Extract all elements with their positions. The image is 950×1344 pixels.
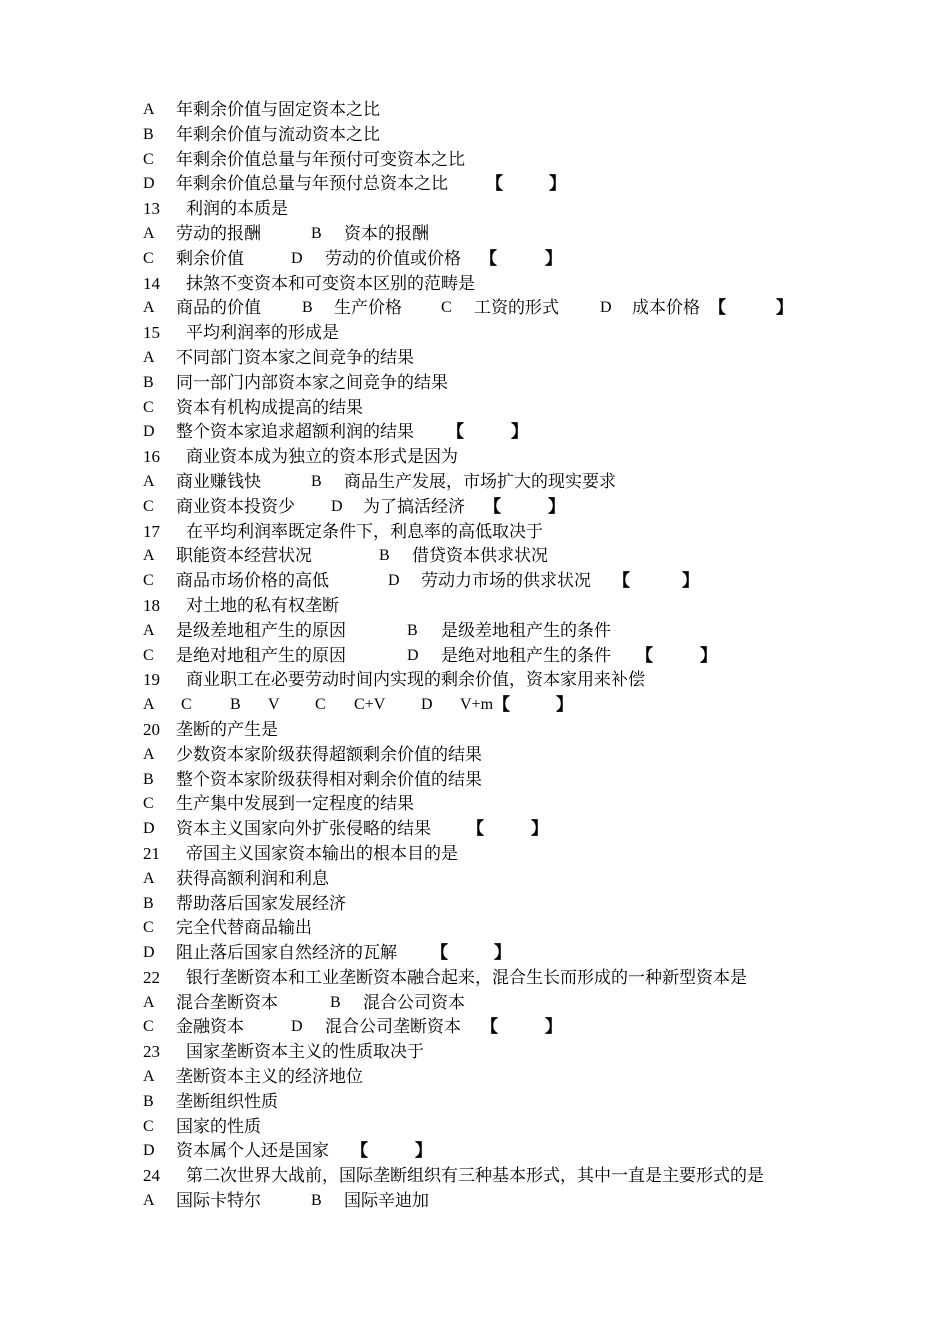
answer-bracket: 【 xyxy=(351,1141,368,1162)
option-letter: C xyxy=(143,1018,154,1036)
question-number: 17 xyxy=(143,521,160,541)
question-number: 16 xyxy=(143,447,160,467)
option-letter: C xyxy=(143,572,154,590)
line-text: 垄断资本主义的经济地位 xyxy=(176,1067,363,1088)
line-text: 工资的形式 xyxy=(474,298,559,319)
text-line xyxy=(0,123,950,148)
text-line xyxy=(0,520,950,545)
option-letter: B xyxy=(407,621,418,639)
option-letter: C xyxy=(315,696,326,714)
line-text: 整个资本家阶级获得相对剩余价值的结果 xyxy=(176,769,482,790)
answer-bracket: 】 xyxy=(549,174,566,195)
line-text: 对土地的私有权垄断 xyxy=(186,595,339,616)
line-text: 商业赚钱快 xyxy=(176,471,261,492)
line-text: 国家的性质 xyxy=(176,1116,261,1137)
option-letter: B xyxy=(143,894,154,912)
option-letter: A xyxy=(143,745,155,763)
line-text: 混合公司资本 xyxy=(363,992,465,1013)
option-letter: A xyxy=(143,869,155,887)
question-number: 22 xyxy=(143,967,160,987)
option-letter: B xyxy=(143,125,154,143)
line-text: 金融资本 xyxy=(176,1017,244,1038)
line-text: 帝国主义国家资本输出的根本目的是 xyxy=(186,843,458,864)
text-line xyxy=(0,495,950,520)
line-text: 混合垄断资本 xyxy=(176,992,278,1013)
option-letter: B xyxy=(311,224,322,242)
answer-bracket: 【 xyxy=(431,943,448,964)
line-text: 第二次世界大战前，国际垄断组织有三种基本形式，其中一直是主要形式的是 xyxy=(186,1166,764,1187)
answer-bracket: 【 xyxy=(481,1017,498,1038)
option-letter: C xyxy=(143,249,154,267)
line-text: 国际辛迪加 xyxy=(344,1191,429,1212)
line-text: 银行垄断资本和工业垄断资本融合起来，混合生长而形成的一种新型资本是 xyxy=(186,967,747,988)
answer-bracket: 】 xyxy=(494,943,511,964)
option-letter: B xyxy=(302,299,313,317)
line-text: 资本属个人还是国家 xyxy=(176,1141,329,1162)
option-letter: B xyxy=(143,1092,154,1110)
line-text: 整个资本家追求超额利润的结果 xyxy=(176,422,414,443)
line-text: 年剩余价值与固定资本之比 xyxy=(176,100,380,120)
answer-bracket: 【 xyxy=(486,174,503,195)
option-letter: A xyxy=(143,1068,155,1086)
option-letter: D xyxy=(388,572,400,590)
line-text: 垄断组织性质 xyxy=(176,1091,278,1112)
option-letter: B xyxy=(311,472,322,490)
line-text: 利润的本质是 xyxy=(186,199,288,220)
text-line xyxy=(0,148,950,173)
text-line xyxy=(0,420,950,445)
line-text: 是绝对地租产生的原因 xyxy=(176,645,346,666)
option-letter: D xyxy=(600,299,612,317)
line-text: 商品的价值 xyxy=(176,298,261,319)
text-line xyxy=(0,222,950,247)
question-number: 21 xyxy=(143,843,160,863)
option-letter: A xyxy=(143,224,155,242)
option-letter: C xyxy=(143,150,154,168)
text-line xyxy=(0,396,950,421)
option-letter: C xyxy=(143,646,154,664)
text-line xyxy=(0,1139,950,1164)
text-line xyxy=(0,966,950,991)
option-letter: C xyxy=(143,919,154,937)
line-text: 完全代替商品输出 xyxy=(176,918,312,939)
option-letter: B xyxy=(143,770,154,788)
line-text: 年剩余价值总量与年预付总资本之比 xyxy=(176,174,448,195)
text-line xyxy=(0,247,950,272)
line-text: 资本的报酬 xyxy=(344,223,429,244)
line-text: 为了搞活经济 xyxy=(363,496,465,517)
option-letter: A xyxy=(143,299,155,317)
line-text: 商品生产发展，市场扩大的现实要求 xyxy=(344,471,616,492)
option-letter: C xyxy=(143,795,154,813)
option-letter: D xyxy=(143,944,155,962)
answer-bracket: 】 xyxy=(511,422,528,443)
option-letter: A xyxy=(143,621,155,639)
option-letter: C xyxy=(143,497,154,515)
answer-bracket: 】 xyxy=(682,571,699,592)
text-line xyxy=(0,693,950,718)
exam-page xyxy=(0,98,950,1214)
option-letter: D xyxy=(407,646,419,664)
option-letter: A xyxy=(143,348,155,366)
line-text: 年剩余价值与流动资本之比 xyxy=(176,124,380,145)
option-letter: B xyxy=(230,696,241,714)
line-text: 劳动的报酬 xyxy=(176,223,261,244)
option-letter: B xyxy=(379,547,390,565)
text-line xyxy=(0,1090,950,1115)
text-line xyxy=(0,172,950,197)
text-line xyxy=(0,1164,950,1189)
line-text: 借贷资本供求状况 xyxy=(412,546,548,567)
question-number: 24 xyxy=(143,1166,160,1186)
text-line xyxy=(0,867,950,892)
answer-bracket: 】 xyxy=(556,695,573,716)
text-line xyxy=(0,1115,950,1140)
text-line xyxy=(0,197,950,222)
line-text: 资本主义国家向外扩张侵略的结果 xyxy=(176,819,431,840)
line-text: 平均利润率的形成是 xyxy=(186,323,339,344)
text-line xyxy=(0,842,950,867)
option-letter: D xyxy=(143,423,155,441)
question-number: 23 xyxy=(143,1042,160,1062)
option-letter: C xyxy=(181,696,192,714)
text-line xyxy=(0,619,950,644)
text-line xyxy=(0,817,950,842)
answer-bracket: 【 xyxy=(613,571,630,592)
option-letter: D xyxy=(291,249,303,267)
answer-bracket: 】 xyxy=(548,496,565,517)
line-text: 成本价格 xyxy=(632,298,700,319)
line-text: 剩余价值 xyxy=(176,248,244,269)
option-letter: A xyxy=(143,101,155,118)
text-line xyxy=(0,892,950,917)
line-text: 职能资本经营状况 xyxy=(176,546,312,567)
line-text: 是级差地租产生的原因 xyxy=(176,620,346,641)
answer-bracket: 【 xyxy=(493,695,510,716)
text-line xyxy=(0,544,950,569)
text-line xyxy=(0,296,950,321)
line-text: 商品市场价格的高低 xyxy=(176,571,329,592)
text-line xyxy=(0,321,950,346)
question-number: 13 xyxy=(143,199,160,219)
option-letter: C xyxy=(143,1117,154,1135)
option-letter: D xyxy=(291,1018,303,1036)
text-line xyxy=(0,1065,950,1090)
line-text: 商业资本成为独立的资本形式是因为 xyxy=(186,447,458,468)
line-text: 是绝对地租产生的条件 xyxy=(441,645,611,666)
text-line xyxy=(0,792,950,817)
answer-bracket: 】 xyxy=(545,1017,562,1038)
text-line xyxy=(0,445,950,470)
text-line xyxy=(0,1189,950,1214)
line-text: 同一部门内部资本家之间竞争的结果 xyxy=(176,372,448,393)
text-line xyxy=(0,644,950,669)
line-text: 少数资本家阶级获得超额剩余价值的结果 xyxy=(176,744,482,765)
line-text: 生产集中发展到一定程度的结果 xyxy=(176,794,414,815)
option-letter: V xyxy=(268,696,280,714)
line-text: 混合公司垄断资本 xyxy=(325,1017,461,1038)
option-letter: B xyxy=(311,1192,322,1210)
line-text: 阻止落后国家自然经济的瓦解 xyxy=(176,943,397,964)
option-letter: C xyxy=(441,299,452,317)
option-letter: V+m xyxy=(460,696,494,714)
answer-bracket: 【 xyxy=(447,422,464,443)
text-line xyxy=(0,743,950,768)
question-number: 15 xyxy=(143,323,160,343)
line-text: 获得高额利润和利息 xyxy=(176,868,329,889)
answer-bracket: 【 xyxy=(484,496,501,517)
text-line xyxy=(0,1040,950,1065)
line-text: 是级差地租产生的条件 xyxy=(441,620,611,641)
answer-bracket: 】 xyxy=(545,248,562,269)
text-line xyxy=(0,569,950,594)
option-letter: A xyxy=(143,472,155,490)
text-line xyxy=(0,1015,950,1040)
line-text: 商业资本投资少 xyxy=(176,496,295,517)
option-letter: A xyxy=(143,1192,155,1210)
option-letter: D xyxy=(143,1142,155,1160)
question-number: 20 xyxy=(143,719,160,739)
answer-bracket: 【 xyxy=(480,248,497,269)
line-text: 抹煞不变资本和可变资本区别的范畴是 xyxy=(186,273,475,294)
option-letter: A xyxy=(143,547,155,565)
text-line xyxy=(0,668,950,693)
text-line xyxy=(0,594,950,619)
answer-bracket: 】 xyxy=(415,1141,432,1162)
line-text: 年剩余价值总量与年预付可变资本之比 xyxy=(176,149,465,170)
line-text: 劳动的价值或价格 xyxy=(325,248,461,269)
text-line xyxy=(0,718,950,743)
line-text: 国家垄断资本主义的性质取决于 xyxy=(186,1042,424,1063)
line-text: 垄断的产生是 xyxy=(176,719,278,740)
answer-bracket: 】 xyxy=(776,298,793,319)
line-text: 帮助落后国家发展经济 xyxy=(176,893,346,914)
option-letter: D xyxy=(421,696,433,714)
text-line xyxy=(0,941,950,966)
answer-bracket: 】 xyxy=(531,819,548,840)
option-letter: C xyxy=(143,398,154,416)
text-line xyxy=(0,916,950,941)
option-letter: B xyxy=(330,993,341,1011)
answer-bracket: 【 xyxy=(636,645,653,666)
text-line xyxy=(0,272,950,297)
option-letter: D xyxy=(143,820,155,838)
answer-bracket: 】 xyxy=(700,645,717,666)
answer-bracket: 【 xyxy=(709,298,726,319)
line-text: 劳动力市场的供求状况 xyxy=(421,571,591,592)
option-letter: D xyxy=(143,175,155,193)
line-text: 不同部门资本家之间竞争的结果 xyxy=(176,347,414,368)
question-number: 18 xyxy=(143,595,160,615)
option-letter: C+V xyxy=(354,696,386,714)
option-letter: B xyxy=(143,373,154,391)
line-text: 生产价格 xyxy=(334,298,402,319)
option-letter: D xyxy=(331,497,343,515)
question-number: 19 xyxy=(143,670,160,690)
line-text: 商业职工在必要劳动时间内实现的剩余价值，资本家用来补偿 xyxy=(186,670,645,691)
option-letter: A xyxy=(143,993,155,1011)
text-line xyxy=(0,768,950,793)
text-line xyxy=(0,470,950,495)
question-number: 14 xyxy=(143,273,160,293)
line-text: 在平均利润率既定条件下，利息率的高低取决于 xyxy=(186,521,543,542)
text-line xyxy=(0,991,950,1016)
text-line xyxy=(0,98,950,123)
text-line xyxy=(0,371,950,396)
option-letter: A xyxy=(143,696,155,714)
answer-bracket: 【 xyxy=(467,819,484,840)
line-text: 资本有机构成提高的结果 xyxy=(176,397,363,418)
text-line xyxy=(0,346,950,371)
line-text: 国际卡特尔 xyxy=(176,1191,261,1212)
